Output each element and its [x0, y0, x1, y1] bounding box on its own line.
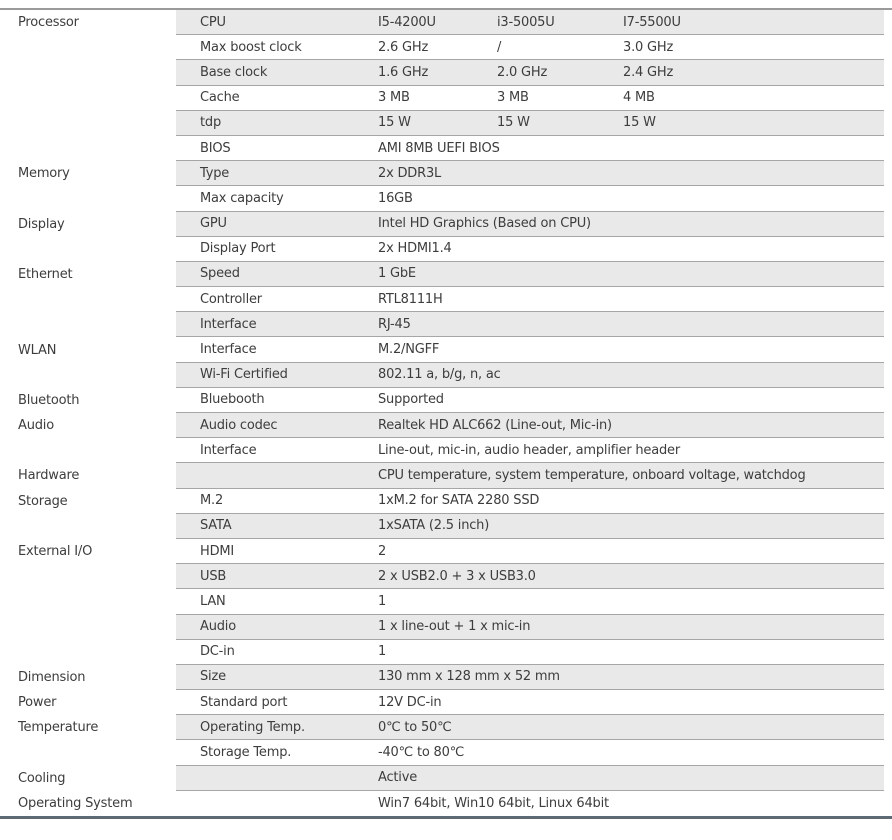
category-cell [0, 35, 176, 60]
attr-cell: Cache [200, 90, 240, 106]
attr-cell: HDMI [200, 543, 235, 559]
category-cell [0, 438, 176, 463]
value-cell: 16GB [378, 190, 413, 206]
value-cell: 0℃ to 50℃ [378, 719, 452, 735]
value-cell: Win7 64bit, Win10 64bit, Linux 64bit [378, 795, 609, 811]
value-cells [378, 644, 884, 659]
category-cell: External I/O [18, 544, 93, 560]
value-cell: 15 W [497, 115, 530, 131]
value-cell: 2.4 GHz [623, 64, 674, 80]
attr-cell: BIOS [200, 140, 231, 156]
value-cells [378, 266, 884, 281]
category-cell [0, 615, 176, 640]
value-cell: 130 mm x 128 mm x 52 mm [378, 669, 560, 685]
table-row [0, 640, 892, 665]
category-cell: Display [18, 216, 65, 232]
value-cell: I5-4200U [378, 14, 436, 30]
attr-cell: GPU [200, 216, 227, 232]
attr-cell: Speed [200, 266, 240, 282]
row-cells [176, 337, 884, 362]
value-cell: 15 W [623, 115, 656, 131]
value-cells [378, 418, 884, 433]
row-cells [176, 186, 884, 211]
table-row [0, 665, 892, 690]
attr-cell: USB [200, 568, 227, 584]
attr-cell: Size [200, 669, 226, 685]
table-row [0, 161, 892, 186]
category-cell [0, 312, 176, 337]
category-cell [0, 514, 176, 539]
category-cell: Dimension [18, 669, 86, 685]
row-cells [176, 766, 884, 791]
value-cells [378, 770, 884, 785]
category-cell [0, 589, 176, 614]
value-cell: Supported [378, 392, 444, 408]
value-cell: 1xSATA (2.5 inch) [378, 518, 490, 534]
row-cells [176, 212, 884, 237]
row-cells [176, 287, 884, 312]
attr-cell: LAN [200, 593, 226, 609]
category-cell [0, 111, 176, 136]
row-cells [176, 489, 884, 514]
value-cells [378, 745, 884, 760]
value-cell: 3.0 GHz [623, 39, 674, 55]
value-cells [378, 669, 884, 684]
value-cells [378, 594, 884, 609]
value-cells [378, 15, 884, 30]
table-row [0, 489, 892, 514]
value-cell: Realtek HD ALC662 (Line-out, Mic-in) [378, 417, 612, 433]
attr-cell: Bluebooth [200, 392, 265, 408]
row-cells [176, 463, 884, 488]
category-cell: Operating System [18, 795, 133, 811]
value-cell: 2x HDMI1.4 [378, 241, 452, 257]
attr-cell: Wi-Fi Certified [200, 367, 288, 383]
row-cells [176, 514, 884, 539]
value-cells [378, 569, 884, 584]
value-cell: 2 x USB2.0 + 3 x USB3.0 [378, 568, 536, 584]
attr-cell: Interface [200, 316, 257, 332]
category-cell [0, 564, 176, 589]
value-cell: 12V DC-in [378, 694, 442, 710]
table-row [0, 363, 892, 388]
value-cell: Intel HD Graphics (Based on CPU) [378, 216, 591, 232]
category-cell: Processor [18, 15, 79, 31]
row-cells [176, 791, 884, 816]
attr-cell: Base clock [200, 64, 268, 80]
row-cells [176, 589, 884, 614]
attr-cell: Max capacity [200, 190, 284, 206]
value-cell: 2.0 GHz [497, 64, 548, 80]
table-row [0, 35, 892, 60]
value-cell: 802.11 a, b/g, n, ac [378, 367, 501, 383]
attr-cell: CPU [200, 14, 226, 30]
attr-cell: M.2 [200, 493, 224, 509]
value-cells [378, 292, 884, 307]
table-row [0, 463, 892, 488]
value-cells [378, 468, 884, 483]
table-row [0, 337, 892, 362]
table-row [0, 136, 892, 161]
table-row [0, 287, 892, 312]
table-row [0, 312, 892, 337]
value-cell: 3 MB [497, 90, 529, 106]
value-cell: 2.6 GHz [378, 39, 429, 55]
row-cells [176, 740, 884, 765]
row-cells [176, 564, 884, 589]
table-row [0, 740, 892, 765]
attr-cell: Display Port [200, 241, 276, 257]
attr-cell: Type [200, 165, 230, 181]
value-cell: 4 MB [623, 90, 655, 106]
category-cell [0, 136, 176, 161]
value-cell: 1 x line-out + 1 x mic-in [378, 619, 531, 635]
row-cells [176, 539, 884, 564]
table-row [0, 564, 892, 589]
value-cell: 2 [378, 543, 387, 559]
attr-cell: Audio codec [200, 417, 278, 433]
attr-cell: DC-in [200, 644, 235, 660]
row-cells [176, 312, 884, 337]
value-cells [378, 342, 884, 357]
value-cell: Line-out, mic-in, audio header, amplifier header [378, 442, 680, 458]
table-row [0, 438, 892, 463]
category-cell [0, 363, 176, 388]
attr-cell: Interface [200, 442, 257, 458]
category-cell [0, 640, 176, 665]
row-cells [176, 60, 884, 85]
value-cell: -40℃ to 80℃ [378, 745, 465, 761]
value-cells [378, 241, 884, 256]
table-row [0, 237, 892, 262]
table-row [0, 589, 892, 614]
value-cell: RJ-45 [378, 316, 411, 332]
value-cells [378, 65, 884, 80]
attr-cell: Storage Temp. [200, 745, 292, 761]
category-cell [0, 60, 176, 85]
value-cell: 15 W [378, 115, 411, 131]
category-cell [0, 86, 176, 111]
value-cells [378, 216, 884, 231]
table-row [0, 10, 892, 35]
attr-cell: Operating Temp. [200, 719, 305, 735]
row-cells [176, 640, 884, 665]
value-cells [378, 796, 884, 811]
category-cell: Cooling [18, 770, 66, 786]
row-cells [176, 690, 884, 715]
row-cells [176, 136, 884, 161]
attr-cell: Interface [200, 342, 257, 358]
value-cells [378, 695, 884, 710]
attr-cell: SATA [200, 518, 232, 534]
value-cells [378, 367, 884, 382]
value-cell: M.2/NGFF [378, 342, 440, 358]
value-cell: AMI 8MB UEFI BIOS [378, 140, 500, 156]
value-cells [378, 141, 884, 156]
value-cells [378, 392, 884, 407]
value-cell: 3 MB [378, 90, 410, 106]
value-cells [378, 493, 884, 508]
category-cell: Ethernet [18, 266, 73, 282]
table-row [0, 388, 892, 413]
row-cells [176, 10, 884, 35]
category-cell [0, 740, 176, 765]
value-cell: i3-5005U [497, 14, 555, 30]
table-row [0, 615, 892, 640]
category-cell: Hardware [18, 468, 80, 484]
table-row [0, 186, 892, 211]
value-cell: 1 GbE [378, 266, 416, 282]
value-cell: Active [378, 770, 418, 786]
table-row [0, 111, 892, 136]
value-cells [378, 619, 884, 634]
category-cell [0, 186, 176, 211]
row-cells [176, 111, 884, 136]
value-cells [378, 191, 884, 206]
value-cells [378, 166, 884, 181]
value-cells [378, 317, 884, 332]
value-cells [378, 544, 884, 559]
table-row [0, 212, 892, 237]
attr-cell: Standard port [200, 694, 288, 710]
row-cells [176, 161, 884, 186]
value-cells [378, 518, 884, 533]
category-cell: Audio [18, 418, 54, 434]
row-cells [176, 363, 884, 388]
attr-cell: Controller [200, 291, 262, 307]
row-cells [176, 665, 884, 690]
table-row [0, 539, 892, 564]
category-cell [0, 237, 176, 262]
value-cell: CPU temperature, system temperature, onboard voltage, watchdog [378, 467, 806, 483]
table-row [0, 262, 892, 287]
value-cells [378, 40, 884, 55]
row-cells [176, 413, 884, 438]
value-cell: / [497, 39, 502, 55]
row-cells [176, 715, 884, 740]
table-row [0, 413, 892, 438]
row-cells [176, 438, 884, 463]
row-cells [176, 262, 884, 287]
value-cell: 2x DDR3L [378, 165, 442, 181]
table-row [0, 791, 892, 816]
attr-cell: Audio [200, 619, 236, 635]
category-cell: Temperature [18, 720, 99, 736]
value-cell: 1 [378, 644, 387, 660]
spec-table [0, 8, 892, 819]
value-cell: RTL8111H [378, 291, 443, 307]
value-cells [378, 720, 884, 735]
row-cells [176, 388, 884, 413]
value-cell: 1 [378, 593, 387, 609]
row-cells [176, 35, 884, 60]
value-cell: 1xM.2 for SATA 2280 SSD [378, 493, 540, 509]
category-cell [0, 287, 176, 312]
table-row [0, 60, 892, 85]
value-cells [378, 443, 884, 458]
attr-cell: tdp [200, 115, 222, 131]
row-cells [176, 615, 884, 640]
value-cells [378, 115, 884, 130]
table-row [0, 690, 892, 715]
table-row [0, 766, 892, 791]
value-cells [378, 90, 884, 105]
category-cell: Memory [18, 166, 70, 182]
category-cell: WLAN [18, 342, 57, 358]
table-row [0, 86, 892, 111]
category-cell: Storage [18, 493, 68, 509]
category-cell: Power [18, 695, 57, 711]
category-cell: Bluetooth [18, 392, 80, 408]
row-cells [176, 237, 884, 262]
table-row [0, 514, 892, 539]
value-cell: 1.6 GHz [378, 64, 429, 80]
value-cell: I7-5500U [623, 14, 681, 30]
row-cells [176, 86, 884, 111]
attr-cell: Max boost clock [200, 39, 302, 55]
table-row [0, 715, 892, 740]
